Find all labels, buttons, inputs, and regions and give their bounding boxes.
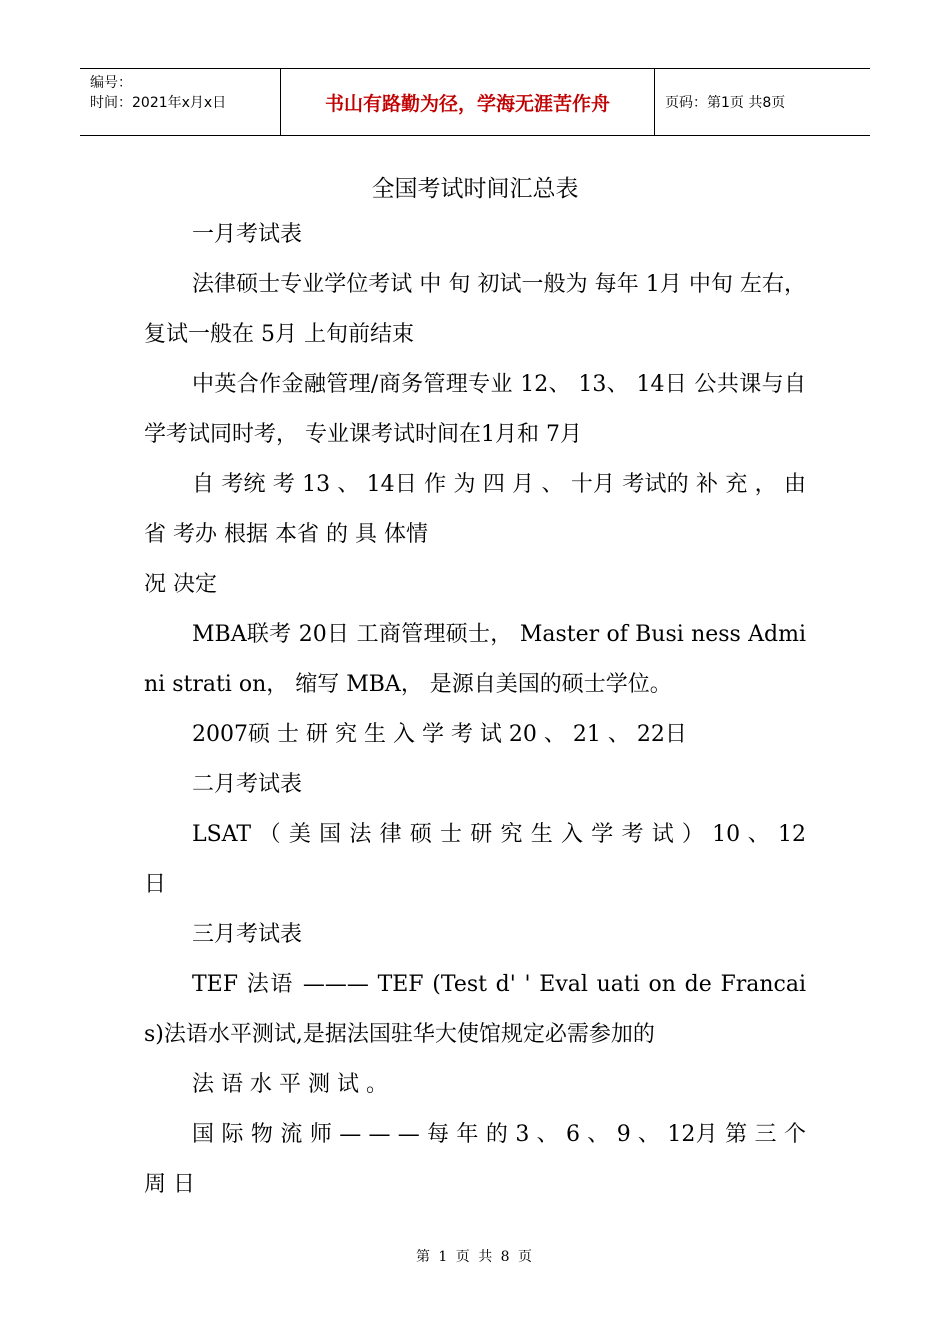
document-body xyxy=(144,210,806,1210)
header-meta xyxy=(80,69,281,135)
paragraph-sino-british: 中英合作金融管理/商务管理专业 12、 13、 14日 公共课与自学考试同时考， 专业课考试时间在1月和 7月 xyxy=(144,372,806,447)
paragraph-tef: TEF 法语 ——— TEF (Test d' ' Eval uati on de Francai s)法语水平测试,是据法国驻华大使馆规定必需参加的 xyxy=(144,972,806,1047)
time-label: 时间：2021年x月x日 xyxy=(90,95,227,111)
section-heading-january: 一月考试表 xyxy=(192,222,303,247)
page-footer: 第 1 页 共 8 页 xyxy=(415,1249,535,1265)
header-motto: 书山有路勤为径，学海无涯苦作舟 xyxy=(281,69,655,135)
paragraph-law-master: 法律硕士专业学位考试 中 旬 初试一般为 每年 1月 中旬 左右， 复试一般在 5月 上旬前结束 xyxy=(144,272,806,347)
paragraph-mba: MBA联考 20日 工商管理硕士， Master of Busi ness Admi ni strati on， 缩写 MBA， 是源自美国的硕士学位。 xyxy=(144,622,806,697)
section-heading-february: 二月考试表 xyxy=(192,772,303,797)
paragraph-logistics: 国 际 物 流 师 — — — 每 年 的 3 、 6 、 9 、 12月 第 三 个 周 日 xyxy=(144,1122,806,1197)
paragraph-postgrad-2007: 2007硕 士 研 究 生 入 学 考 试 20 、 21 、 22日 xyxy=(192,722,687,747)
paragraph-tef-cont: 法 语 水 平 测 试 。 xyxy=(192,1072,388,1097)
paragraph-self-exam-cont: 况 决定 xyxy=(144,572,217,597)
header-page-info: 页码：第1页 共8页 xyxy=(665,95,786,111)
number-label: 编号： xyxy=(90,75,132,91)
page-header xyxy=(80,68,870,136)
document-title: 全国考试时间汇总表 xyxy=(371,176,579,202)
paragraph-self-exam: 自 考统 考 13 、 14日 作 为 四 月 、 十月 考试的 补 充 ， 由 省 考办 根据 本省 的 具 体情 xyxy=(144,472,806,547)
section-heading-march: 三月考试表 xyxy=(192,922,303,947)
paragraph-lsat: LSAT （ 美 国 法 律 硕 士 研 究 生 入 学 考 试 ） 10 、 12日 xyxy=(144,822,806,897)
